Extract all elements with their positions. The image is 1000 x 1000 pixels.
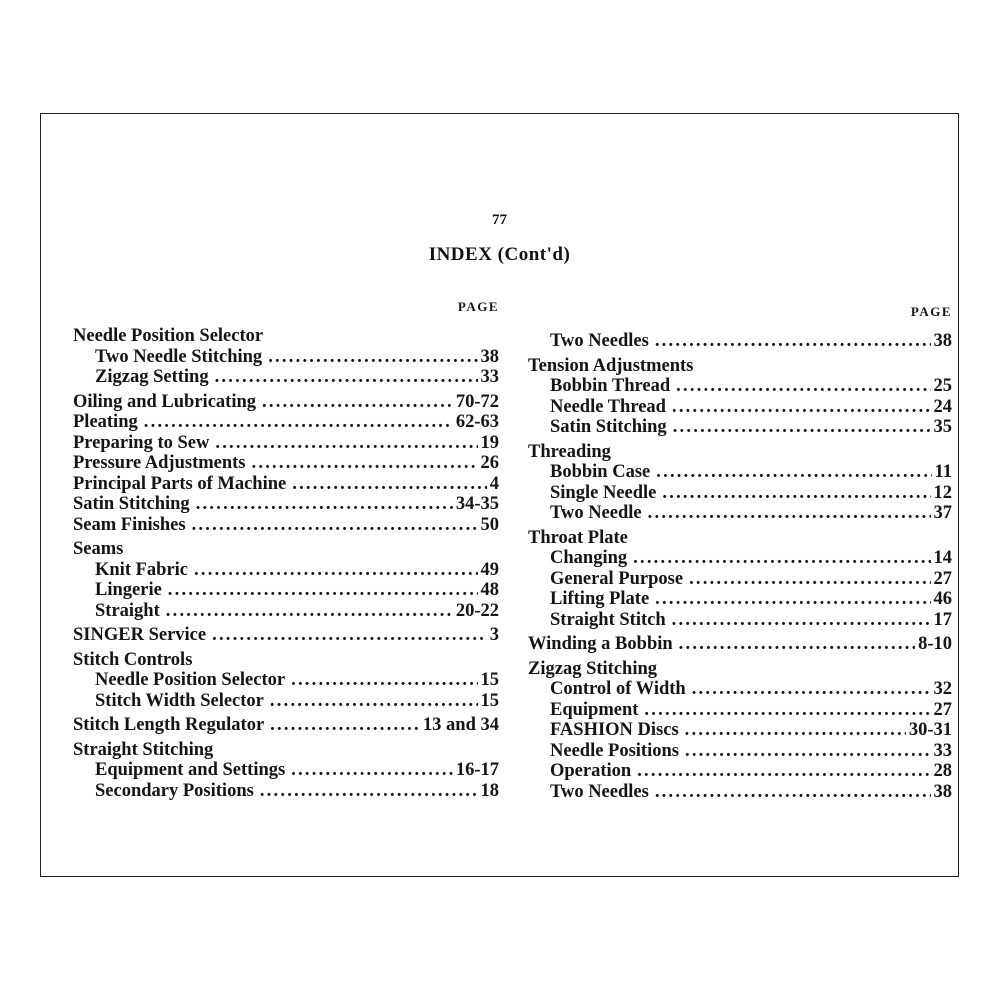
dot-leader <box>656 462 931 483</box>
entry-page: 19 <box>480 432 499 453</box>
page-number: 77 <box>492 212 507 228</box>
index-title: INDEX (Cont'd) <box>428 244 571 265</box>
entry-label: Throat Plate <box>528 527 628 548</box>
entry-label: Threading <box>528 441 611 462</box>
dot-leader <box>262 392 453 413</box>
entry-page: 3 <box>489 625 499 645</box>
index-subentry <box>528 397 952 418</box>
index-subentry <box>73 670 499 691</box>
entry-label: Bobbin Thread <box>550 376 671 396</box>
entry-label: Needle Position Selector <box>95 670 286 690</box>
entry-page: 38 <box>933 331 952 351</box>
entry-label: Needle Thread <box>550 396 666 417</box>
index-entry <box>73 715 499 736</box>
entry-page: 17 <box>933 609 952 630</box>
entry-label: Winding a Bobbin <box>528 634 673 654</box>
entry-label: Two Needle Stitching <box>95 346 263 367</box>
entry-label: Lifting Plate <box>550 589 650 609</box>
dot-leader <box>215 433 477 454</box>
entry-label: Straight Stitch <box>550 609 666 630</box>
entry-page: 4 <box>489 473 499 494</box>
page-column-header: PAGE <box>910 304 952 319</box>
entry-label: Secondary Positions <box>95 780 254 801</box>
entry-page: 8-10 <box>918 634 952 654</box>
index-entry <box>73 740 499 761</box>
index-entry <box>528 634 952 655</box>
entry-page: 11 <box>934 462 952 482</box>
index-entry <box>528 528 952 549</box>
entry-page: 33 <box>480 367 499 387</box>
dot-leader <box>679 634 915 655</box>
entry-page: 20-22 <box>455 600 499 621</box>
entry-page: 27 <box>933 699 952 720</box>
entry-page: 15 <box>480 690 499 711</box>
entry-label: Straight <box>95 600 160 621</box>
entry-label: Pressure Adjustments <box>73 453 246 473</box>
dot-leader <box>685 741 931 762</box>
entry-label: Operation <box>550 761 632 781</box>
entry-label: Stitch Length Regulator <box>73 715 265 735</box>
dot-leader <box>270 691 478 712</box>
dot-leader <box>270 715 420 736</box>
index-subentry <box>73 691 499 712</box>
dot-leader <box>291 760 453 781</box>
index-subentry <box>528 483 952 504</box>
dot-leader <box>252 453 478 474</box>
entry-label: Seam Finishes <box>73 514 186 535</box>
index-subentry <box>528 589 952 610</box>
index-subentry <box>528 569 952 590</box>
dot-leader <box>215 367 478 388</box>
dot-leader <box>685 720 906 741</box>
entry-label: Single Needle <box>550 482 657 503</box>
entry-page: 27 <box>933 568 952 589</box>
index-entry <box>528 442 952 463</box>
entry-label: Two Needle <box>550 503 642 523</box>
entry-label: Bobbin Case <box>550 462 651 482</box>
index-entry <box>73 433 499 454</box>
entry-label: Oiling and Lubricating <box>73 391 256 412</box>
entry-label: Satin Stitching <box>550 417 667 437</box>
index-entry <box>73 326 499 347</box>
entry-label: Knit Fabric <box>95 559 189 580</box>
dot-leader <box>260 781 478 802</box>
index-subentry <box>73 347 499 368</box>
index-subentry <box>528 700 952 721</box>
dot-leader <box>292 474 487 495</box>
index-subentry <box>73 560 499 581</box>
index-entry <box>528 356 952 377</box>
index-subentry <box>528 679 952 700</box>
index-subentry <box>528 331 952 352</box>
entry-page: 38 <box>933 781 952 802</box>
dot-leader <box>196 494 453 515</box>
entry-label: Stitch Width Selector <box>95 690 264 711</box>
entry-label: Zigzag Setting <box>95 367 209 387</box>
dot-leader <box>637 761 930 782</box>
index-subentry <box>73 760 499 781</box>
entry-label: Lingerie <box>95 580 162 600</box>
index-subentry <box>528 761 952 782</box>
index-subentry <box>528 548 952 569</box>
dot-leader <box>655 331 931 352</box>
index-subentry <box>528 503 952 524</box>
entry-page: 33 <box>933 740 952 761</box>
entry-label: Preparing to Sew <box>73 432 210 453</box>
entry-page: 38 <box>480 346 499 367</box>
entry-label: Zigzag Stitching <box>528 658 657 679</box>
index-entry <box>73 539 499 560</box>
entry-page: 62-63 <box>455 412 499 432</box>
entry-label: Control of Width <box>550 679 686 699</box>
dot-leader <box>192 515 478 536</box>
entry-page: 16-17 <box>455 760 499 780</box>
index-subentry <box>528 610 952 631</box>
entry-label: Two Needles <box>550 331 649 351</box>
entry-label: Satin Stitching <box>73 494 190 514</box>
entry-label: Needle Positions <box>550 740 679 761</box>
entry-page: 34-35 <box>455 494 499 514</box>
dot-leader <box>655 589 930 610</box>
entry-page: 25 <box>933 376 952 396</box>
page-column-header: PAGE <box>457 299 499 314</box>
entry-label: Needle Position Selector <box>73 326 264 346</box>
index-entry <box>73 474 499 495</box>
index-column-left <box>73 298 499 801</box>
index-entry <box>73 650 499 671</box>
dot-leader <box>633 548 930 569</box>
entry-label: Straight Stitching <box>73 739 214 760</box>
entry-page: 24 <box>933 396 952 417</box>
index-subentry <box>73 601 499 622</box>
index-entry <box>73 625 499 646</box>
dot-leader <box>662 483 930 504</box>
entry-label: Two Needles <box>550 781 649 802</box>
index-entry <box>73 412 499 433</box>
index-entry <box>528 659 952 680</box>
index-subentry <box>528 720 952 741</box>
entry-page: 30-31 <box>908 720 952 740</box>
entry-label: FASHION Discs <box>550 720 679 740</box>
entry-label: Equipment <box>550 699 639 720</box>
index-entries-right <box>528 331 952 802</box>
entry-page: 26 <box>480 453 499 473</box>
entry-page: 35 <box>933 417 952 437</box>
dot-leader <box>291 670 477 691</box>
entry-page: 32 <box>933 679 952 699</box>
entry-page: 37 <box>933 503 952 523</box>
index-entry <box>73 453 499 474</box>
dot-leader <box>144 412 453 433</box>
entry-page: 13 and 34 <box>422 715 499 735</box>
entry-page: 12 <box>933 482 952 503</box>
dot-leader <box>673 417 931 438</box>
entry-label: General Purpose <box>550 568 684 589</box>
dot-leader <box>648 503 931 524</box>
index-column-right <box>528 303 952 802</box>
index-subentry <box>73 781 499 802</box>
dot-leader <box>672 610 931 631</box>
dot-leader <box>168 580 478 601</box>
dot-leader <box>689 569 930 590</box>
entry-label: Tension Adjustments <box>528 355 694 376</box>
index-entry <box>73 515 499 536</box>
dot-leader <box>194 560 477 581</box>
index-entry <box>73 392 499 413</box>
entry-label: Stitch Controls <box>73 649 193 670</box>
index-entry <box>73 494 499 515</box>
dot-leader <box>166 601 453 622</box>
entry-page: 50 <box>480 514 499 535</box>
index-entries-left <box>73 326 499 801</box>
entry-page: 28 <box>933 761 952 781</box>
entry-page: 46 <box>933 589 952 609</box>
entry-label: Seams <box>73 539 124 559</box>
entry-label: Pleating <box>73 412 138 432</box>
entry-label: Changing <box>550 548 628 568</box>
index-subentry <box>528 741 952 762</box>
entry-page: 18 <box>480 780 499 801</box>
dot-leader <box>655 782 931 803</box>
dot-leader <box>676 376 930 397</box>
dot-leader <box>692 679 931 700</box>
entry-label: SINGER Service <box>73 625 207 645</box>
dot-leader <box>212 625 487 646</box>
index-subentry <box>528 462 952 483</box>
index-subentry <box>73 367 499 388</box>
entry-page: 49 <box>480 559 499 580</box>
dot-leader <box>268 347 477 368</box>
entry-page: 48 <box>480 580 499 600</box>
entry-page: 14 <box>933 548 952 568</box>
index-subentry <box>528 417 952 438</box>
entry-page: 15 <box>480 670 499 690</box>
entry-page: 70-72 <box>455 391 499 412</box>
page-frame <box>40 113 959 877</box>
entry-label: Equipment and Settings <box>95 760 286 780</box>
dot-leader <box>672 397 931 418</box>
index-subentry <box>528 782 952 803</box>
entry-label: Principal Parts of Machine <box>73 473 287 494</box>
index-subentry <box>528 376 952 397</box>
dot-leader <box>644 700 930 721</box>
index-subentry <box>73 580 499 601</box>
